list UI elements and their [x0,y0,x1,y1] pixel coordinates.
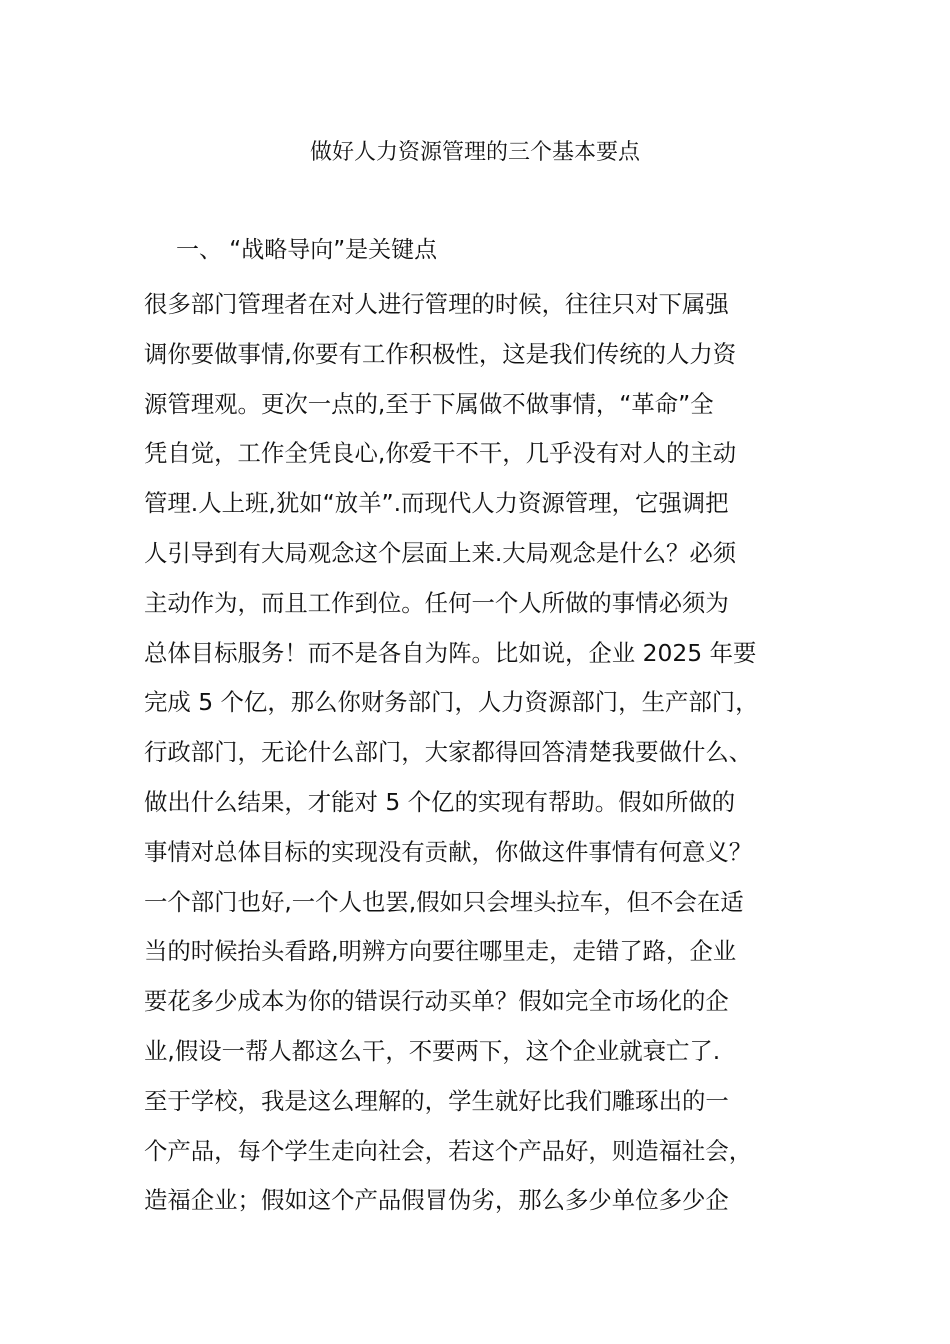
body-line: 调你要做事情,你要有工作积极性，这是我们传统的人力资 [144,339,737,368]
body-line: 做出什么结果，才能对 5 个亿的实现有帮助。假如所做的 [144,787,736,816]
body-line: 造福企业；假如这个产品假冒伪劣，那么多少单位多少企 [144,1186,729,1215]
body-line: 完成 5 个亿，那么你财务部门，人力资源部门，生产部门， [144,688,759,717]
body-line: 源管理观。更次一点的,至于下属做不做事情，“革命”全 [144,389,714,418]
body-line: 业,假设一帮人都这么干，不要两下，这个企业就衰亡了. [144,1036,721,1065]
section-heading: 一、 “战略导向”是关键点 [176,237,438,263]
body-line: 一个部门也好,一个人也罢,假如只会埋头拉车，但不会在适 [144,887,744,916]
body-line: 要花多少成本为你的错误行动买单？假如完全市场化的企 [144,987,729,1016]
body-line: 管理.人上班,犹如“放羊”.而现代人力资源管理，它强调把 [144,489,729,518]
document-title: 做好人力资源管理的三个基本要点 [309,140,640,165]
body-line: 当的时候抬头看路,明辨方向要往哪里走，走错了路，企业 [144,937,737,966]
body-line: 行政部门，无论什么部门，大家都得回答清楚我要做什么、 [144,738,753,767]
body-line: 凭自觉，工作全凭良心,你爱干不干，几乎没有对人的主动 [144,439,737,468]
body-line: 个产品，每个学生走向社会，若这个产品好，则造福社会， [144,1136,753,1165]
body-line: 至于学校，我是这么理解的，学生就好比我们雕琢出的一 [144,1086,729,1115]
body-text [144,280,824,1226]
body-line: 总体目标服务！而不是各自为阵。比如说，企业 2025 年要 [144,638,757,667]
body-line: 事情对总体目标的实现没有贡献，你做这件事情有何意义？ [144,837,753,866]
body-line: 主动作为，而且工作到位。任何一个人所做的事情必须为 [144,588,729,617]
body-line: 人引导到有大局观念这个层面上来.大局观念是什么？必须 [144,538,737,567]
body-line: 很多部门管理者在对人进行管理的时候，往往只对下属强 [144,290,729,318]
